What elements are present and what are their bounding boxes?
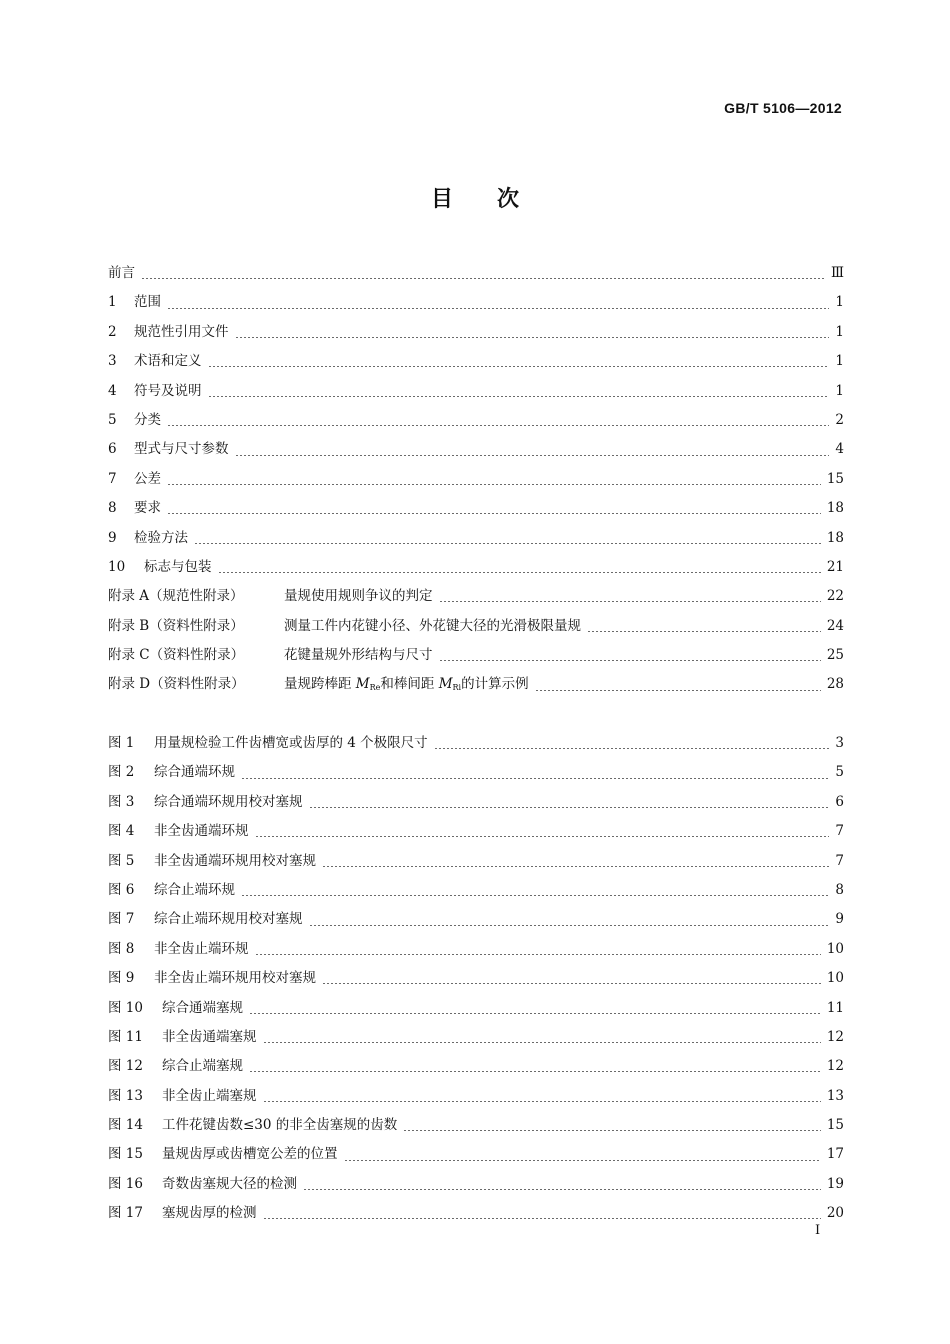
figure-page: 15 — [826, 1117, 844, 1134]
toc-entry-label: 型式与尺寸参数 — [134, 441, 229, 458]
toc-entry-label: 公差 — [134, 470, 161, 487]
figure-label: 量规齿厚或齿槽宽公差的位置 — [162, 1146, 338, 1163]
toc-entry-page: 2 — [835, 411, 844, 428]
label-text: 的计算示例 — [461, 676, 529, 693]
dot-leader — [235, 337, 830, 338]
figure-page: 19 — [826, 1175, 844, 1192]
appendix-label — [284, 670, 529, 702]
toc-entry[interactable] — [108, 377, 844, 406]
toc-entry-number: 10 — [108, 558, 126, 575]
figure-label: 非全齿通端塞规 — [162, 1028, 257, 1045]
dot-leader — [167, 308, 829, 309]
dot-leader — [587, 631, 821, 632]
dot-leader — [344, 1160, 821, 1161]
toc-entry-number: 3 — [108, 353, 117, 370]
toc-appendix-entry[interactable] — [108, 612, 844, 641]
toc-entry-number: 7 — [108, 470, 117, 487]
toc-entry-page: 1 — [835, 382, 844, 399]
dot-leader — [241, 895, 829, 896]
dot-leader — [439, 601, 821, 602]
figure-number: 图 15 — [108, 1146, 143, 1163]
toc-entry-page: 18 — [826, 500, 844, 517]
subscript-ri: Ri — [452, 683, 462, 693]
figure-page: 12 — [826, 1028, 844, 1045]
figure-label: 综合通端塞规 — [162, 999, 243, 1016]
toc-appendix-entry[interactable] — [108, 670, 844, 699]
figure-entry[interactable] — [108, 1199, 844, 1228]
figure-number: 图 4 — [108, 823, 135, 840]
figure-entry[interactable] — [108, 847, 844, 876]
toc-entry-label: 前言 — [108, 265, 135, 281]
figure-page: 7 — [835, 852, 844, 869]
toc-entry-number: 9 — [108, 529, 117, 546]
toc-entry-number: 6 — [108, 441, 117, 458]
figure-label: 塞规齿厚的检测 — [162, 1205, 257, 1222]
dot-leader — [249, 1013, 821, 1014]
page-number: I — [815, 1223, 821, 1238]
toc-entry-label: 术语和定义 — [134, 353, 202, 370]
figure-number: 图 3 — [108, 793, 135, 810]
figure-label: 非全齿通端环规 — [154, 823, 249, 840]
dot-leader — [434, 748, 830, 749]
toc-entry[interactable] — [108, 288, 844, 317]
dot-leader — [255, 954, 821, 955]
figure-entry[interactable] — [108, 758, 844, 787]
dot-leader — [167, 425, 829, 426]
toc-appendix-entry[interactable] — [108, 641, 844, 670]
dot-leader — [303, 1189, 821, 1190]
dot-leader — [263, 1042, 821, 1043]
dot-leader — [322, 866, 829, 867]
figure-number: 图 1 — [108, 735, 135, 751]
dot-leader — [309, 925, 830, 926]
figure-page: 11 — [826, 999, 844, 1016]
figure-entry[interactable] — [108, 1082, 844, 1111]
dot-leader — [208, 396, 830, 397]
figure-entry[interactable] — [108, 1140, 844, 1169]
figure-number: 图 2 — [108, 764, 135, 781]
figure-number: 图 16 — [108, 1175, 143, 1192]
figure-page: 6 — [835, 793, 844, 810]
appendix-number: 附录 A（规范性附录） — [108, 588, 244, 605]
toc-entry-page: 4 — [835, 441, 844, 458]
figure-page: 3 — [835, 735, 844, 751]
figure-entry[interactable] — [108, 1111, 844, 1140]
figure-label: 综合通端环规 — [154, 764, 235, 781]
toc-entry-number: 8 — [108, 500, 117, 517]
figure-label: 非全齿止端环规用校对塞规 — [154, 970, 316, 987]
figure-label: 非全齿通端环规用校对塞规 — [154, 852, 316, 869]
figure-number: 图 8 — [108, 940, 135, 957]
dot-leader — [141, 278, 825, 279]
figure-page: 17 — [826, 1146, 844, 1163]
figure-entry[interactable] — [108, 964, 844, 993]
toc-entry-number: 4 — [108, 382, 117, 399]
toc-entry-number: 5 — [108, 411, 117, 428]
figure-page: 5 — [835, 764, 844, 781]
figure-label: 综合止端塞规 — [162, 1058, 243, 1075]
figure-label: 用量规检验工件齿槽宽或齿厚的 4 个极限尺寸 — [154, 735, 428, 751]
dot-leader — [249, 1071, 821, 1072]
figure-page: 20 — [826, 1205, 844, 1222]
toc-entry-foreword[interactable] — [108, 259, 844, 288]
toc-entry-label: 规范性引用文件 — [134, 323, 229, 340]
figure-number: 图 9 — [108, 970, 135, 987]
toc-entry[interactable] — [108, 347, 844, 376]
dot-leader — [255, 836, 830, 837]
dot-leader — [535, 690, 821, 691]
toc-entry-label: 分类 — [134, 411, 161, 428]
appendix-page: 24 — [826, 617, 844, 634]
figure-number: 图 14 — [108, 1117, 143, 1134]
figure-entry[interactable] — [108, 935, 844, 964]
toc-entry[interactable] — [108, 318, 844, 347]
figure-entry[interactable] — [108, 994, 844, 1023]
toc-entry-page: Ⅲ — [830, 265, 844, 281]
toc-entry-number: 2 — [108, 323, 117, 340]
figure-label: 非全齿止端塞规 — [162, 1087, 257, 1104]
figure-number: 图 7 — [108, 911, 135, 928]
label-text: 量规跨棒距 — [284, 676, 356, 693]
figure-number: 图 10 — [108, 999, 143, 1016]
dot-leader — [263, 1218, 821, 1219]
toc-sections — [108, 259, 844, 700]
toc-entry[interactable] — [108, 435, 844, 464]
toc-figures — [108, 729, 844, 1229]
label-text: 和棒间距 — [380, 676, 439, 693]
figure-label: 综合止端环规用校对塞规 — [154, 911, 303, 928]
toc-entry-page: 21 — [826, 558, 844, 575]
dot-leader — [208, 366, 830, 367]
figure-label: 综合通端环规用校对塞规 — [154, 793, 303, 810]
figure-number: 图 11 — [108, 1028, 143, 1045]
appendix-page: 25 — [826, 647, 844, 664]
toc-entry-label: 要求 — [134, 500, 161, 517]
appendix-page: 22 — [826, 588, 844, 605]
figure-page: 12 — [826, 1058, 844, 1075]
figure-page: 9 — [835, 911, 844, 928]
figure-number: 图 6 — [108, 881, 135, 898]
toc-entry[interactable] — [108, 406, 844, 435]
standard-code: GB/T 5106—2012 — [724, 100, 842, 116]
figure-number: 图 13 — [108, 1087, 143, 1104]
toc-entry-label: 范围 — [134, 294, 161, 311]
toc-entry[interactable] — [108, 524, 844, 553]
dot-leader — [322, 983, 821, 984]
figure-page: 10 — [826, 970, 844, 987]
toc-entry-label: 检验方法 — [134, 529, 188, 546]
subscript-re: Re — [369, 683, 381, 693]
figure-label: 综合止端环规 — [154, 881, 235, 898]
figure-number: 图 12 — [108, 1058, 143, 1075]
dot-leader — [263, 1101, 821, 1102]
figure-page: 13 — [826, 1087, 844, 1104]
figure-label: 非全齿止端环规 — [154, 940, 249, 957]
dot-leader — [439, 660, 821, 661]
toc-entry[interactable] — [108, 465, 844, 494]
appendix-label: 花键量规外形结构与尺寸 — [284, 647, 433, 664]
appendix-label: 量规使用规则争议的判定 — [284, 588, 433, 605]
appendix-number: 附录 D（资料性附录） — [108, 676, 245, 693]
figure-page: 8 — [835, 881, 844, 898]
symbol-m: M — [438, 676, 453, 693]
dot-leader — [403, 1130, 821, 1131]
figure-page: 10 — [826, 940, 844, 957]
dot-leader — [167, 513, 821, 514]
appendix-number: 附录 C（资料性附录） — [108, 647, 245, 664]
figure-page: 7 — [835, 823, 844, 840]
page-title: 目次 — [430, 187, 563, 212]
toc-entry-page: 18 — [826, 529, 844, 546]
toc-entry-number: 1 — [108, 294, 117, 311]
dot-leader — [309, 807, 830, 808]
figure-entry[interactable] — [108, 1170, 844, 1199]
dot-leader — [167, 484, 821, 485]
toc-entry[interactable] — [108, 494, 844, 523]
toc-appendix-entry[interactable] — [108, 582, 844, 611]
dot-leader — [194, 543, 821, 544]
dot-leader — [235, 455, 830, 456]
figure-number: 图 5 — [108, 852, 135, 869]
figure-label: 奇数齿塞规大径的检测 — [162, 1175, 297, 1192]
dot-leader — [218, 572, 821, 573]
toc-entry-page: 15 — [826, 470, 844, 487]
figure-entry[interactable] — [108, 1052, 844, 1081]
dot-leader — [241, 778, 829, 779]
toc-entry-page: 1 — [835, 323, 844, 340]
figure-entry[interactable] — [108, 905, 844, 934]
toc-entry[interactable] — [108, 553, 844, 582]
toc-entry-label: 标志与包装 — [144, 558, 212, 575]
figure-entry[interactable] — [108, 876, 844, 905]
figure-entry[interactable] — [108, 729, 844, 758]
figure-number: 图 17 — [108, 1205, 143, 1222]
toc-entry-page: 1 — [835, 294, 844, 311]
figure-entry[interactable] — [108, 1023, 844, 1052]
figure-entry[interactable] — [108, 817, 844, 846]
appendix-page: 28 — [826, 676, 844, 693]
figure-label: 工件花键齿数≤30 的非全齿塞规的齿数 — [162, 1117, 398, 1134]
figure-entry[interactable] — [108, 788, 844, 817]
appendix-number: 附录 B（资料性附录） — [108, 617, 244, 634]
toc-entry-label: 符号及说明 — [134, 382, 202, 399]
toc-entry-page: 1 — [835, 353, 844, 370]
symbol-m: M — [355, 676, 370, 693]
appendix-label: 测量工件内花键小径、外花键大径的光滑极限量规 — [284, 617, 581, 634]
